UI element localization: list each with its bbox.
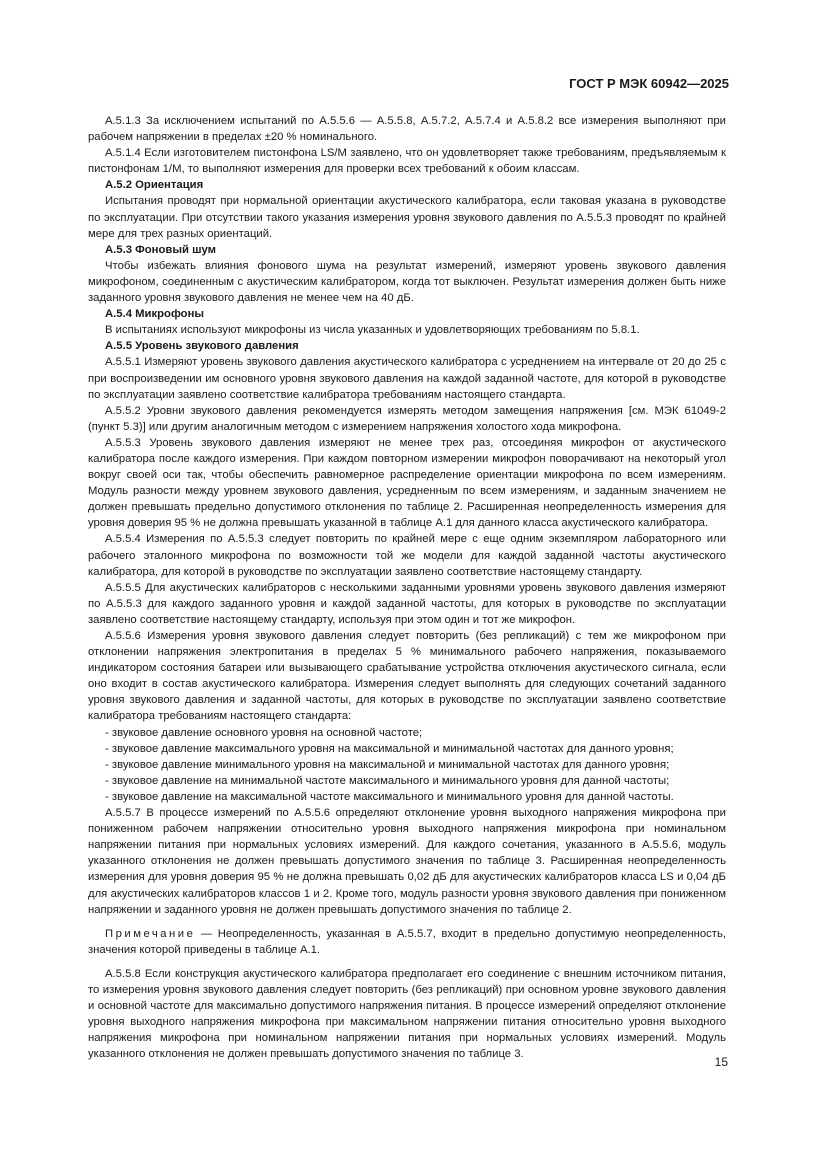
note bbox=[88, 926, 726, 958]
paragraph-a557: А.5.5.7 В процессе измерений по А.5.5.6 определяют отклонение уровня выходного напряжения микрофона при пониженном рабочем напряжении относительно уровня выходного напряжения микрофона при номинальном напряжении питания при нормальных условиях измерений. Для каждого сочетания, указанного в А.5.5.6, модуль указанного отклонения не должен превышать допустимого значения по таблице 3. Расширенная неопределенность измерения для уровня доверия 95 % не должна превышать 0,02 дБ для акустических калибраторов класса LS и 0,04 дБ для акустических калибраторов классов 1 и 2. Кроме того, модуль разности уровня звукового давления при пониженном напряжении и заданного уровня не должен превышать допустимого значения по таблице 2. bbox=[88, 807, 726, 916]
paragraph-a513: А.5.1.3 За исключением испытаний по А.5.5.6 — А.5.5.8, А.5.7.2, А.5.7.4 и А.5.8.2 все измерения выполняют при рабочем напряжении в пределах ±20 % номинального. bbox=[88, 115, 726, 144]
document-header: ГОСТ Р МЭК 60942—2025 bbox=[569, 76, 729, 91]
paragraph-a53: Чтобы избежать влияния фонового шума на результат измерений, измеряют уровень звукового давления микрофоном, соединенным с акустическим калибратором, когда тот выключен. Результат измерения должен быть ниже заданного уровня звукового давления не менее чем на 40 дБ. bbox=[88, 259, 726, 305]
paragraph-a556: А.5.5.6 Измерения уровня звукового давления следует повторить (без репликаций) с тем же микрофоном при отклонении напряжения электропитания в пределах 5 % минимального рабочего напряжения, показываемого индикатором состояния батареи или вызывающего срабатывание устройства отключения акустического сигнала, если оно входит в состав акустического калибратора. Измерения следует выполнять для следующих сочетаний заданного уровня звукового давления и заданной частоты, для которых в руководстве по эксплуатации заявлено соответствие калибратора требованиям настоящего стандарта: bbox=[88, 630, 726, 723]
document-body bbox=[88, 113, 726, 1062]
paragraph-a555: А.5.5.5 Для акустических калибраторов с несколькими заданными уровнями уровень звукового давления измеряют по А.5.5.3 для каждого заданного уровня и каждой заданной частоты, для которых в руководстве по эксплуатации заявлено соответствие настоящему стандарту, используя при этом один и тот же микрофон. bbox=[88, 581, 726, 626]
paragraph-a552: А.5.5.2 Уровни звукового давления рекомендуется измерять методом замещения напряжения [см. МЭК 61049-2 (пункт 5.3)] или другим аналогичным методом с измерением напряжения холостого хода микрофона. bbox=[88, 404, 726, 433]
paragraph-a554: А.5.5.4 Измерения по А.5.5.3 следует повторить по крайней мере с еще одним экземпляром лабораторного или рабочего эталонного микрофона по возможности той же модели для каждой заданной частоты акустического калибратора, для которой в руководстве по эксплуатации заявлено соответствие настоящему стандарту. bbox=[88, 533, 726, 578]
note-label: Примечание bbox=[105, 927, 196, 940]
list-item: - звуковое давление основного уровня на основной частоте; bbox=[88, 725, 726, 741]
paragraph-a52: Испытания проводят при нормальной ориентации акустического калибратора, если таковая указана в руководстве по эксплуатации. При отсутствии такого указания измерения уровня звукового давления по А.5.5.3 проводят по крайней мере для трех разных ориентаций. bbox=[88, 195, 726, 240]
combination-list bbox=[88, 725, 726, 805]
paragraph-a553: А.5.5.3 Уровень звукового давления измеряют не менее трех раз, отсоединяя микрофон от акустического калибратора после каждого измерения. При каждом повторном измерении микрофон поворачивают на некоторый угол вокруг своей оси так, чтобы обеспечить равномерное распределение ориентации микрофона по всем измерениям. Модуль разности между уровнем звукового давления, усредненным по всем измерениям, и заданным значением не должен превышать предельно допустимого отклонения по таблице 2. Расширенная неопределенность измерения для уровня доверия 95 % не должна превышать указанной в таблице А.1 для данного класса акустического калибратора. bbox=[88, 436, 726, 530]
note-text: — Неопределенность, указанная в А.5.5.7, входит в предельно допустимую неопределенность, значения которой приведены в таблице А.1. bbox=[88, 927, 726, 956]
page-number: 15 bbox=[714, 1055, 728, 1069]
section-heading-a53: А.5.3 Фоновый шум bbox=[105, 243, 216, 256]
list-item: - звуковое давление максимального уровня на максимальной и минимальной частотах для данного уровня; bbox=[88, 741, 726, 757]
section-heading-a55: А.5.5 Уровень звукового давления bbox=[105, 340, 299, 353]
list-item: - звуковое давление на максимальной частоте максимального и минимального уровня для данной частоты. bbox=[88, 789, 726, 805]
paragraph-a551: А.5.5.1 Измеряют уровень звукового давления акустического калибратора с усреднением на интервале от 20 до 25 с при воспроизведении им основного уровня звукового давления на каждой заданной частоте, для которой в руководстве по эксплуатации заявлено соответствие калибратора требованиям настоящего стандарта. bbox=[88, 356, 726, 401]
paragraph-a514: А.5.1.4 Если изготовителем пистонфона LS/M заявлено, что он удовлетворяет также требованиям, предъявляемым к пистонфонам 1/M, то выполняют измерения для проверки всех требований к обоим классам. bbox=[88, 147, 726, 176]
section-heading-a54: А.5.4 Микрофоны bbox=[105, 308, 205, 321]
section-heading-a52: А.5.2 Ориентация bbox=[105, 179, 204, 192]
list-item: - звуковое давление минимального уровня на максимальной и минимальной частотах для данного уровня; bbox=[88, 757, 726, 773]
paragraph-a54: В испытаниях используют микрофоны из числа указанных и удовлетворяющих требованиям по 5.8.1. bbox=[105, 324, 640, 337]
paragraph-a558: А.5.5.8 Если конструкция акустического калибратора предполагает его соединение с внешним источником питания, то измерения уровня звукового давления следует повторить (без репликаций) при основном уровне звукового давления и основной частоте для максимально допустимого напряжения питания. В процессе измерений определяют отклонение уровня выходного напряжения микрофона при максимальном напряжении питания относительно уровня выходного напряжения микрофона при номинальном напряжении питания при нормальных условиях измерений. Модуль указанного отклонения не должен превышать допустимого значения по таблице 3. bbox=[88, 967, 726, 1061]
list-item: - звуковое давление на минимальной частоте максимального и минимального уровня для данной частоты; bbox=[88, 773, 726, 789]
